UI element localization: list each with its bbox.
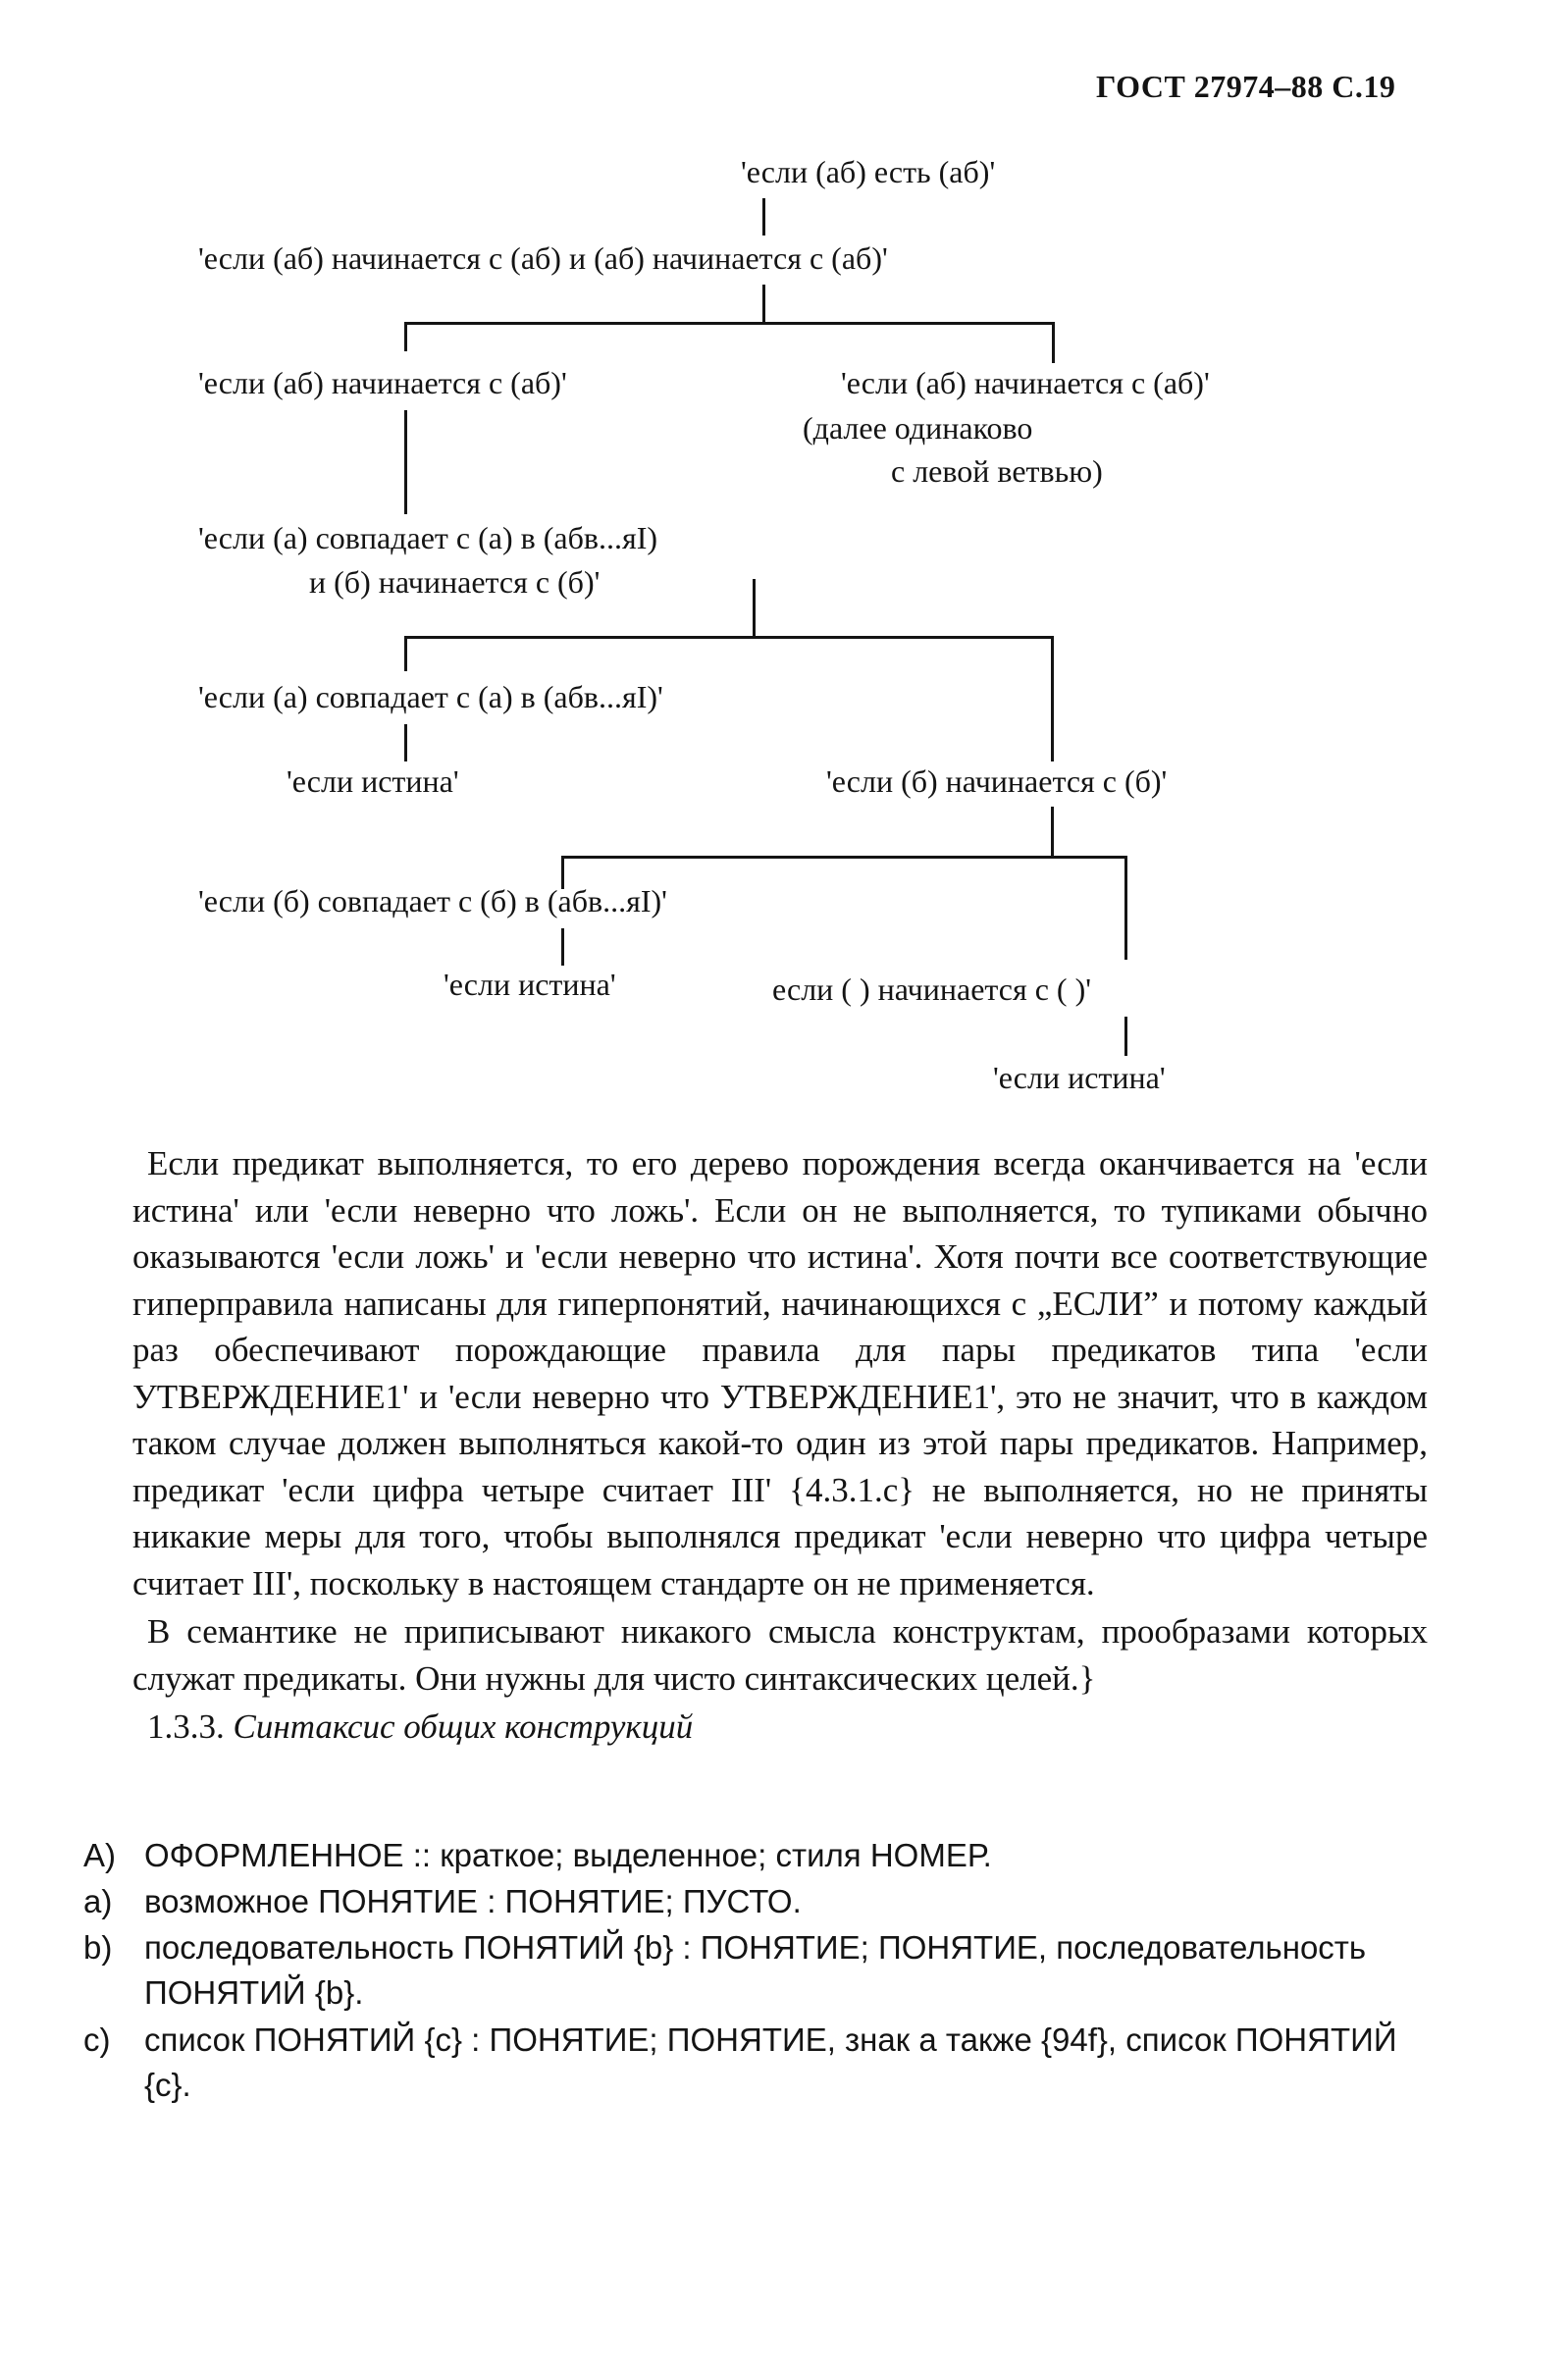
tree-node-root: 'если (аб) есть (аб)' [741,154,996,189]
rule-text: ОФОРМЛЕННОЕ :: краткое; выделенное; стиля НОМЕР. [144,1837,992,1873]
tree-connector [1051,636,1054,761]
tree-connector [404,724,407,761]
tree-connector [762,198,765,236]
page-header: ГОСТ 27974–88 С.19 [1096,69,1396,104]
tree-connector [753,579,756,638]
body-text [132,1140,1428,1751]
tree-node-left1: 'если (аб) начинается с (аб)' [198,365,567,400]
rule-text: список ПОНЯТИЙ {c} : ПОНЯТИЕ; ПОНЯТИЕ, знак а также {94f}, список ПОНЯТИЙ {c}. [144,2021,1397,2103]
tree-node-right1-note: (далее одинаково [803,410,1033,446]
tree-node-and: и (б) начинается с (б)' [309,564,601,600]
tree-node-match-b: 'если (б) совпадает с (б) в (абв...яI)' [198,883,667,919]
tree-connector [1124,1017,1127,1056]
tree-connector [404,322,1055,325]
tree-connector [404,410,407,514]
tree-connector [561,928,564,966]
tree-connector [762,285,765,322]
section-number: 1.3.3. [147,1707,225,1746]
rule-label: c) [83,2021,111,2058]
paragraph-semantics: В семантике не приписывают никакого смысла конструктам, прообразами которых служат предикаты. Они нужны для чисто синтаксических целей.} [132,1612,1428,1698]
tree-connector [404,636,1054,639]
tree-node-right1: 'если (аб) начинается с (аб)' [841,365,1210,400]
rule-list [83,1833,1428,2127]
tree-connector [561,856,1127,859]
rule-label: b) [83,1929,113,1966]
tree-connector [1052,322,1055,363]
tree-node-true-a: 'если истина' [287,763,459,799]
tree-node-and: 'если (а) совпадает с (а) в (абв...яI) [198,520,657,555]
tree-connector [404,636,407,671]
paragraph-predicates: Если предикат выполняется, то его дерево порождения всегда оканчивается на 'если истина' или 'если неверно что ложь'. Если он не выполняется, то тупиками обычно оказываются 'если ложь' и 'если неверно что истина'. Хотя почти все соответствующие гиперправила написаны для гиперпонятий, начинающихся с „ЕСЛИ” и потому каждый раз обеспечивают порождающие правила для пары предикатов типа 'если УТВЕРЖДЕНИЕ1' и 'если неверно что УТВЕРЖДЕНИЕ1', это не значит, что в каждом таком случае должен выполняться какой-то один из этой пары предикатов. Например, предикат 'если цифра четыре считает III' {4.3.1.c} не выполняется, но не приняты никакие меры для того, чтобы выполнялся предикат 'если неверно что цифра четыре считает III', поскольку в настоящем стандарте он не применяется. [132,1144,1428,1602]
section-heading [132,1704,1428,1751]
tree-connector [1124,856,1127,960]
tree-node-right1-note: с левой ветвью) [891,453,1103,489]
tree-node-starts-b: 'если (б) начинается с (б)' [826,763,1168,799]
tree-connector [1051,807,1054,858]
tree-connector [404,322,407,351]
tree-node-true-c: 'если истина' [993,1060,1166,1095]
rule-label: A) [83,1837,116,1873]
tree-node-true-b: 'если истина' [444,967,616,1002]
rule-text: последовательность ПОНЯТИЙ {b} : ПОНЯТИЕ; ПОНЯТИЕ, последовательность ПОНЯТИЙ {b}. [144,1929,1367,2011]
tree-node-match-a: 'если (а) совпадает с (а) в (абв...яI)' [198,679,663,714]
rule-text: возможное ПОНЯТИЕ : ПОНЯТИЕ; ПУСТО. [144,1883,802,1919]
tree-node-level1: 'если (аб) начинается с (аб) и (аб) начинается с (аб)' [198,240,888,276]
rule-label: a) [83,1883,113,1919]
tree-node-starts-empty: если ( ) начинается с ( )' [772,971,1091,1007]
section-title: Синтаксис общих конструкций [233,1707,694,1746]
